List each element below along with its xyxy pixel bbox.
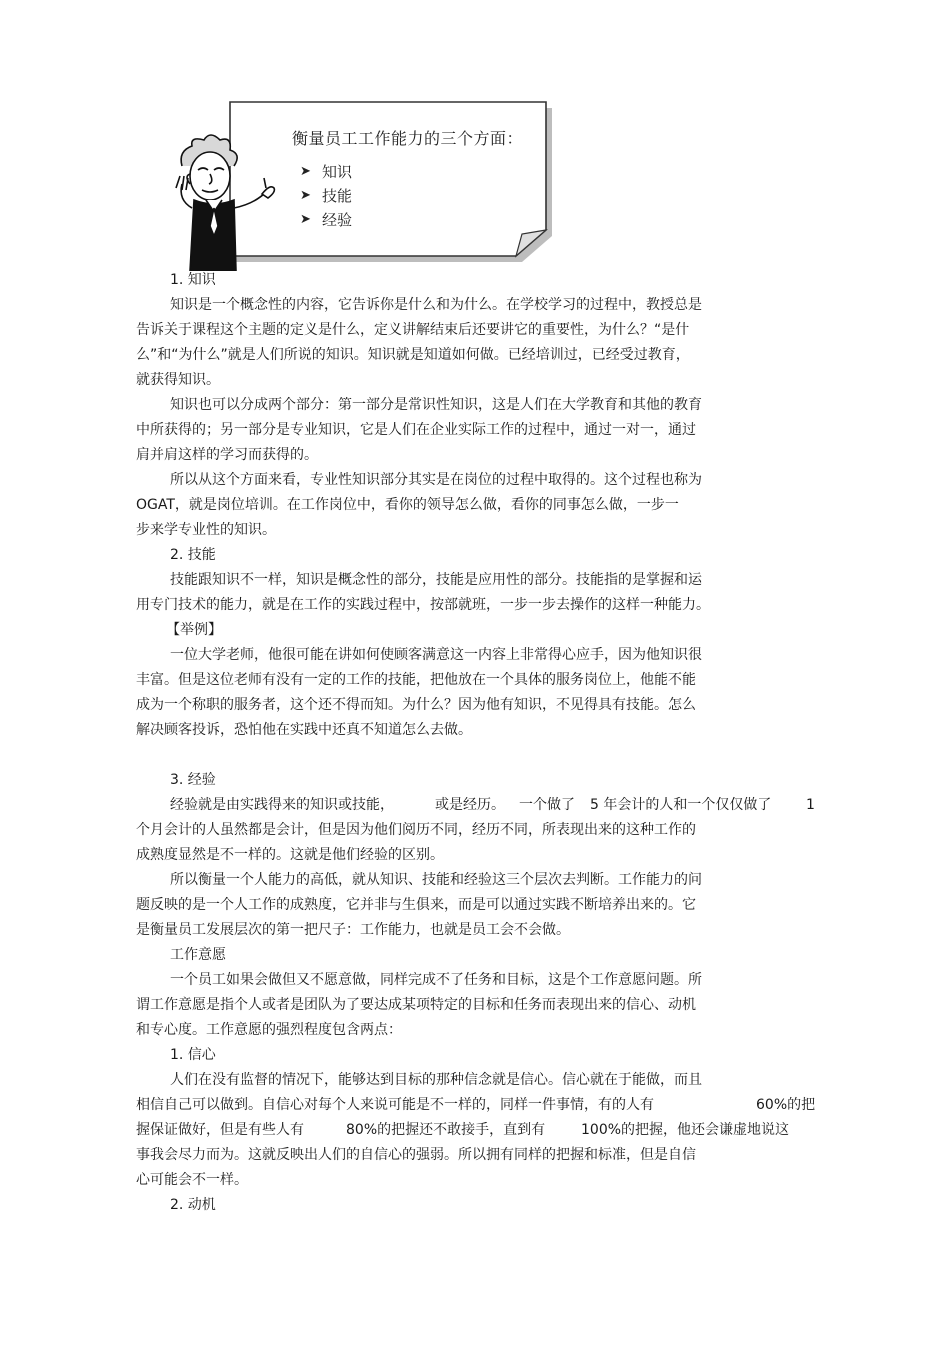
paragraph-segment: 相信自己可以做到。自信心对每个人来说可能是不一样的，同样一件事情，有的人有 xyxy=(136,1097,654,1113)
paragraph-line: 谓工作意愿是指个人或者是团队为了要达成某项特定的目标和任务而表现出来的信心、动机 xyxy=(136,997,696,1013)
ability-figure xyxy=(170,96,560,271)
figure-frame xyxy=(170,96,560,271)
paragraph-line: 知识是一个概念性的内容，它告诉你是什么和为什么。在学校学习的过程中，教授总是 xyxy=(170,297,702,313)
paragraph-line: 告诉关于课程这个主题的定义是什么，定义讲解结束后还要讲它的重要性，为什么？“是什 xyxy=(136,322,690,338)
paragraph-line: 题反映的是一个人工作的成熟度，它并非与生俱来，而是可以通过实践不断培养出来的。它 xyxy=(136,897,696,913)
paragraph-line: 个月会计的人虽然都是会计，但是因为他们阅历不同，经历不同，所表现出来的这种工作的 xyxy=(136,822,696,838)
paragraph-line: 中所获得的；另一部分是专业知识，它是人们在企业实际工作的过程中，通过一对一，通过 xyxy=(136,422,696,438)
arrow-bullet-icon: ➤ xyxy=(300,164,311,179)
figure-title: 衡量员工工作能力的三个方面： xyxy=(292,129,524,148)
paragraph-line: 用专门技术的能力，就是在工作的实践过程中，按部就班，一步一步去操作的这样一种能力。 xyxy=(136,597,710,613)
paragraph-line: 所以衡量一个人能力的高低，就从知识、技能和经验这三个层次去判断。工作能力的问 xyxy=(170,872,702,888)
section-heading-knowledge: 1. 知识 xyxy=(170,272,216,288)
arrow-bullet-icon: ➤ xyxy=(300,212,311,227)
paragraph-segment: 5 年会计的人和一个仅仅做了 xyxy=(590,797,772,813)
figure-list-item: ➤ 技能 xyxy=(300,184,352,208)
figure-list-item: ➤ 知识 xyxy=(300,160,352,184)
paragraph-line: 成为一个称职的服务者，这个还不得而知。为什么？因为他有知识，不见得具有技能。怎么 xyxy=(136,697,696,713)
paragraph-line: 和专心度。工作意愿的强烈程度包含两点： xyxy=(136,1022,402,1038)
paragraph-line: 成熟度显然是不一样的。这就是他们经验的区别。 xyxy=(136,847,444,863)
subheading-motivation: 2. 动机 xyxy=(170,1197,216,1213)
paragraph-line: 丰富。但是这位老师有没有一定的工作的技能，把他放在一个具体的服务岗位上，他能不能 xyxy=(136,672,696,688)
figure-list-item: ➤ 经验 xyxy=(300,208,352,232)
paragraph-line: 知识也可以分成两个部分：第一部分是常识性知识，这是人们在大学教育和其他的教育 xyxy=(170,397,702,413)
section-heading-skill: 2. 技能 xyxy=(170,547,216,563)
paragraph-segment: 1 xyxy=(806,797,815,813)
paragraph-line: OGAT，就是岗位培训。在工作岗位中，看你的领导怎么做，看你的同事怎么做，一步一 xyxy=(136,497,679,513)
paragraph-segment: 100%的把握，他还会谦虚地说这 xyxy=(581,1122,790,1138)
arrow-bullet-icon: ➤ xyxy=(300,188,311,203)
figure-list xyxy=(300,160,352,232)
paragraph-line: 解决顾客投诉，恐怕他在实践中还真不知道怎么去做。 xyxy=(136,722,472,738)
paragraph-line: 就获得知识。 xyxy=(136,372,220,388)
paragraph-line: 心可能会不一样。 xyxy=(136,1172,248,1188)
paragraph-line: 步来学专业性的知识。 xyxy=(136,522,276,538)
paragraph-segment: 经验就是由实践得来的知识或技能， xyxy=(170,797,394,813)
paragraph-segment: 或是经历。 xyxy=(435,797,505,813)
paragraph-line: 一位大学老师，他很可能在讲如何使顾客满意这一内容上非常得心应手，因为他知识很 xyxy=(170,647,702,663)
paragraph-segment: 握保证做好，但是有些人有 xyxy=(136,1122,304,1138)
paragraph-line: 是衡量员工发展层次的第一把尺子：工作能力，也就是员工会不会做。 xyxy=(136,922,570,938)
example-label: 【举例】 xyxy=(166,622,222,638)
paragraph-segment: 一个做了 xyxy=(519,797,575,813)
paragraph-segment: 60%的把 xyxy=(756,1097,816,1113)
paragraph-line: 事我会尽力而为。这就反映出人们的自信心的强弱。所以拥有同样的把握和标准，但是自信 xyxy=(136,1147,696,1163)
paragraph-line: 人们在没有监督的情况下，能够达到目标的那种信念就是信心。信心就在于能做，而且 xyxy=(170,1072,702,1088)
paragraph-line: 所以从这个方面来看，专业性知识部分其实是在岗位的过程中取得的。这个过程也称为 xyxy=(170,472,702,488)
paragraph-line: 么”和“为什么”就是人们所说的知识。知识就是知道如何做。已经培训过，已经受过教育， xyxy=(136,347,690,363)
paragraph-segment: 80%的把握还不敢接手，直到有 xyxy=(346,1122,546,1138)
subheading-confidence: 1. 信心 xyxy=(170,1047,216,1063)
section-heading-willingness: 工作意愿 xyxy=(170,947,226,963)
paragraph-line: 一个员工如果会做但又不愿意做，同样完成不了任务和目标，这是个工作意愿问题。所 xyxy=(170,972,702,988)
section-heading-experience: 3. 经验 xyxy=(170,772,216,788)
paragraph-line: 技能跟知识不一样，知识是概念性的部分，技能是应用性的部分。技能指的是掌握和运 xyxy=(170,572,702,588)
paragraph-line: 肩并肩这样的学习而获得的。 xyxy=(136,447,318,463)
